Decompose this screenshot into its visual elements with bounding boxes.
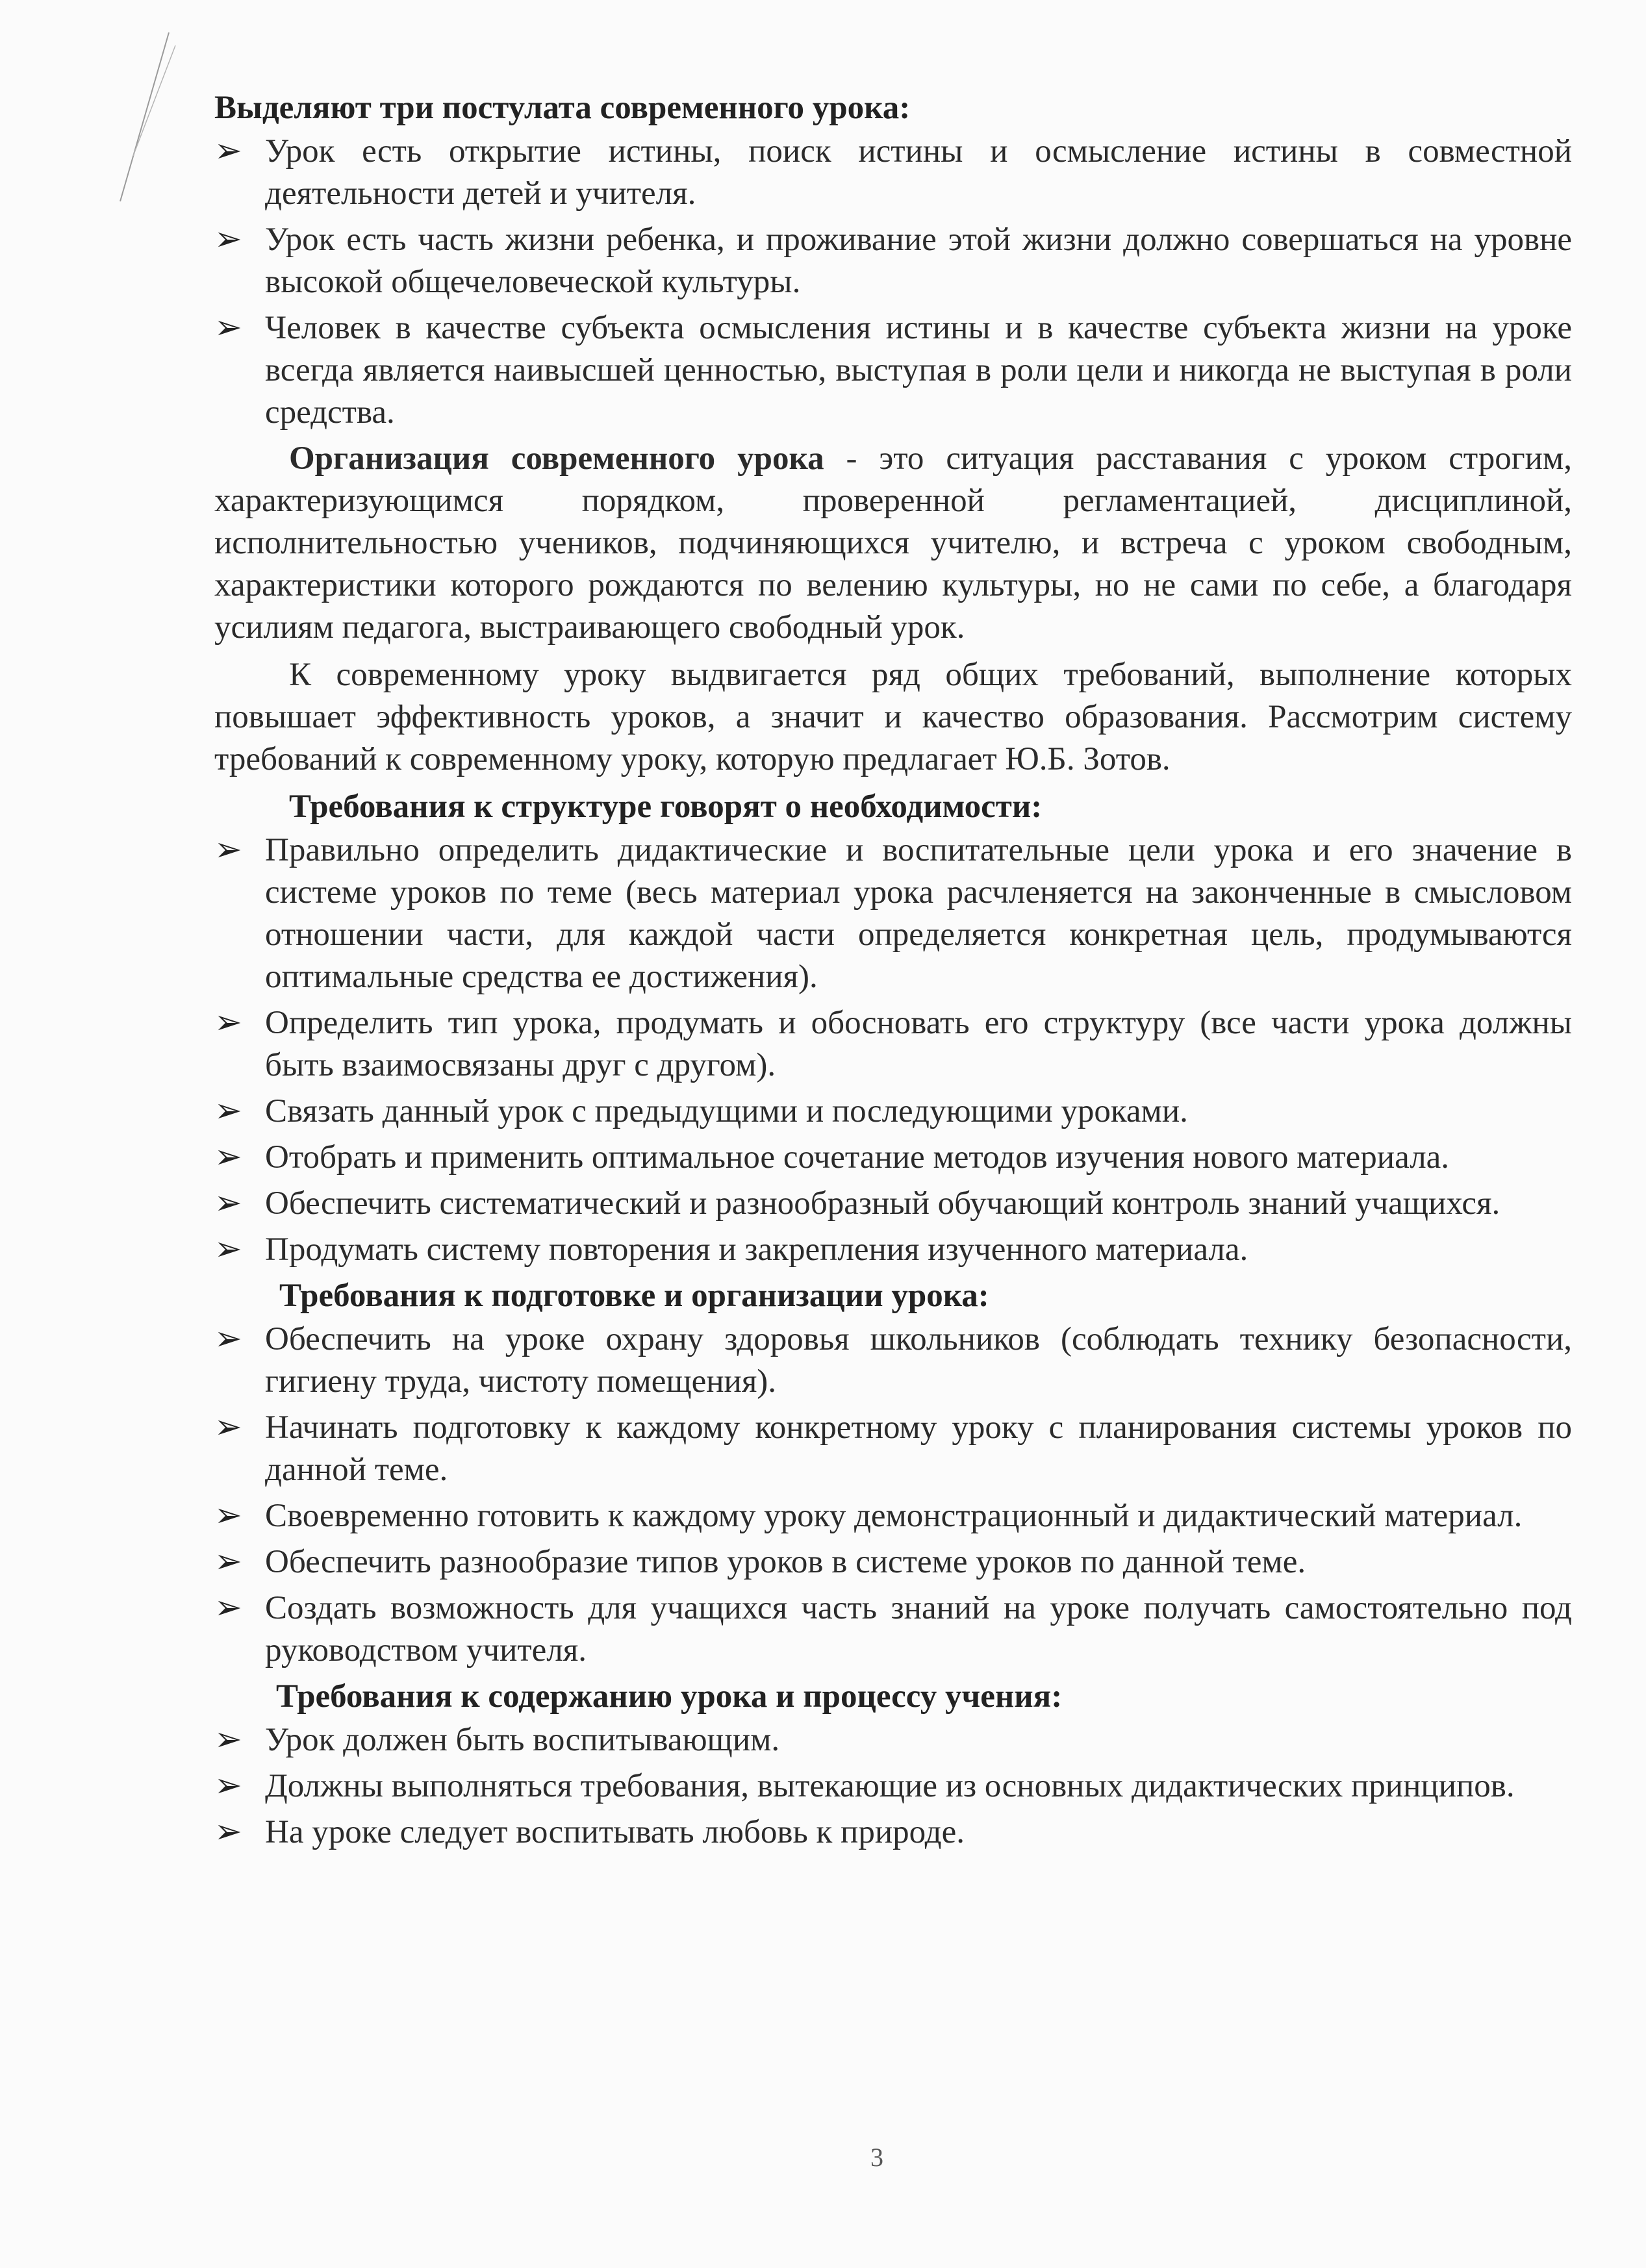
page-number: 3 bbox=[870, 2143, 883, 2172]
arrow-bullet-icon: ➢ bbox=[214, 1768, 242, 1804]
list-postulates bbox=[214, 131, 1572, 434]
scan-pencil-mark bbox=[107, 26, 179, 208]
paragraph-lead: Организация современного урока bbox=[289, 440, 824, 477]
section-title-preparation: Требования к подготовке и организации урока: bbox=[279, 1278, 989, 1314]
arrow-bullet-icon: ➢ bbox=[214, 1409, 242, 1446]
section-title-structure: Требования к структуре говорят о необходимости: bbox=[289, 788, 1043, 825]
list-item: ➢ Урок есть открытие истины, поиск истины и осмысление истины в совместной деятельности детей и учителя. bbox=[214, 131, 1572, 215]
list-item: ➢ Продумать систему повторения и закрепления изученного материала. bbox=[214, 1229, 1572, 1271]
arrow-bullet-icon: ➢ bbox=[214, 1321, 242, 1357]
list-item: ➢ Человек в качестве субъекта осмысления истины и в качестве субъекта жизни на уроке всегда является наивысшей ценностью, выступая в роли цели и никогда не выступая в роли средства. bbox=[214, 307, 1572, 434]
paragraph-requirements: К современному уроку выдвигается ряд общих требований, выполнение которых повышает эффективность уроков, а значит и качество образования. Рассмотрим систему требований к современному уроку, которую предлагает Ю.Б. Зотов. bbox=[214, 657, 1572, 777]
list-item: ➢ Создать возможность для учащихся часть знаний на уроке получать самостоятельно под руководством учителя. bbox=[214, 1587, 1572, 1672]
list-item: ➢ На уроке следует воспитывать любовь к природе. bbox=[214, 1811, 1572, 1854]
paragraph-organization bbox=[214, 438, 1572, 649]
list-item: ➢ Обеспечить разнообразие типов уроков в системе уроков по данной теме. bbox=[214, 1541, 1572, 1583]
arrow-bullet-icon: ➢ bbox=[214, 310, 242, 346]
arrow-bullet-icon: ➢ bbox=[214, 1093, 242, 1129]
list-item: ➢ Должны выполняться требования, вытекающие из основных дидактических принципов. bbox=[214, 1765, 1572, 1808]
arrow-bullet-icon: ➢ bbox=[214, 1544, 242, 1580]
list-preparation bbox=[214, 1318, 1572, 1672]
section-title-postulates: Выделяют три постулата современного урока: bbox=[214, 90, 911, 126]
arrow-bullet-icon: ➢ bbox=[214, 1498, 242, 1534]
arrow-bullet-icon: ➢ bbox=[214, 1814, 242, 1850]
arrow-bullet-icon: ➢ bbox=[214, 1590, 242, 1626]
arrow-bullet-icon: ➢ bbox=[214, 832, 242, 868]
arrow-bullet-icon: ➢ bbox=[214, 1139, 242, 1176]
list-item: ➢ Обеспечить на уроке охрану здоровья школьников (соблюдать технику безопасности, гигиену труда, чистоту помещения). bbox=[214, 1318, 1572, 1403]
list-item: ➢ Правильно определить дидактические и воспитательные цели урока и его значение в системе уроков по теме (весь материал урока расчленяется на законченные в смысловом отношении части, для каждой части определяется конкретная цель, продумываются оптимальные средства ее достижения). bbox=[214, 829, 1572, 998]
list-content bbox=[214, 1719, 1572, 1854]
arrow-bullet-icon: ➢ bbox=[214, 1722, 242, 1758]
arrow-bullet-icon: ➢ bbox=[214, 221, 242, 258]
list-item: ➢ Связать данный урок с предыдущими и последующими уроками. bbox=[214, 1090, 1572, 1133]
list-item: ➢ Урок есть часть жизни ребенка, и проживание этой жизни должно совершаться на уровне высокой общечеловеческой культуры. bbox=[214, 219, 1572, 303]
list-item: ➢ Обеспечить систематический и разнообразный обучающий контроль знаний учащихся. bbox=[214, 1183, 1572, 1225]
paragraph-text: - это ситуация расставания с уроком строгим, характеризующимся порядком, проверенной регламентацией, дисциплиной, исполнительностью учеников, подчиняющихся учителю, и встреча с уроком свободным, характеристики которого рождаются по велению культуры, но не сами по себе, а благодаря усилиям педагога, выстраивающего свободный урок. bbox=[214, 440, 1572, 646]
list-item: ➢ Отобрать и применить оптимальное сочетание методов изучения нового материала. bbox=[214, 1137, 1572, 1179]
arrow-bullet-icon: ➢ bbox=[214, 1185, 242, 1222]
list-item: ➢ Урок должен быть воспитывающим. bbox=[214, 1719, 1572, 1761]
document-page bbox=[214, 84, 1572, 1858]
list-item: ➢ Начинать подготовку к каждому конкретному уроку с планирования системы уроков по данной теме. bbox=[214, 1407, 1572, 1491]
list-item: ➢ Определить тип урока, продумать и обосновать его структуру (все части урока должны быть взаимосвязаны друг с другом). bbox=[214, 1002, 1572, 1087]
list-item: ➢ Своевременно готовить к каждому уроку демонстрационный и дидактический материал. bbox=[214, 1495, 1572, 1537]
arrow-bullet-icon: ➢ bbox=[214, 133, 242, 170]
arrow-bullet-icon: ➢ bbox=[214, 1231, 242, 1268]
list-structure bbox=[214, 829, 1572, 1271]
arrow-bullet-icon: ➢ bbox=[214, 1005, 242, 1041]
section-title-content: Требования к содержанию урока и процессу учения: bbox=[276, 1678, 1063, 1715]
